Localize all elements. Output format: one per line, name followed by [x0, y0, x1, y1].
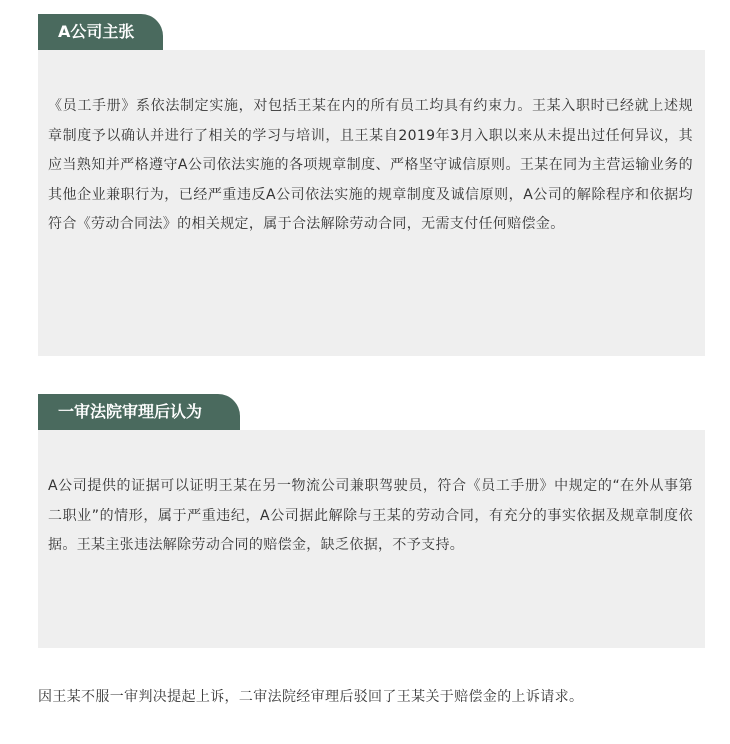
section-body-text: 《员工手册》系依法制定实施，对包括王某在内的所有员工均具有约束力。王某入职时已经就上述规章制度予以确认并进行了相关的学习与培训，且王某自2019年3月入职以来从未提出过任何异议，其应当熟知并严格遵守A公司依法实施的各项规章制度、严格坚守诚信原则。王某在同为主营运输业务的其他企业兼职行为，已经严重违反A公司依法实施的规章制度及诚信原则，A公司的解除程序和依据均符合《劳动合同法》的相关规定，属于合法解除劳动合同，无需支付任何赔偿金。: [48, 98, 693, 232]
section-panel: [38, 430, 705, 648]
section-title-tab: 一审法院审理后认为: [38, 394, 240, 430]
section-title-tab: A公司主张: [38, 14, 163, 50]
section-panel: [38, 50, 705, 356]
footer-text: 因王某不服一审判决提起上诉，二审法院经审理后驳回了王某关于赔偿金的上诉请求。: [38, 689, 584, 705]
section-body-text: A公司提供的证据可以证明王某在另一物流公司兼职驾驶员，符合《员工手册》中规定的“在外从事第二职业”的情形，属于严重违纪，A公司据此解除与王某的劳动合同，有充分的事实依据及规章制度依据。王某主张违法解除劳动合同的赔偿金，缺乏依据，不予支持。: [48, 478, 693, 553]
